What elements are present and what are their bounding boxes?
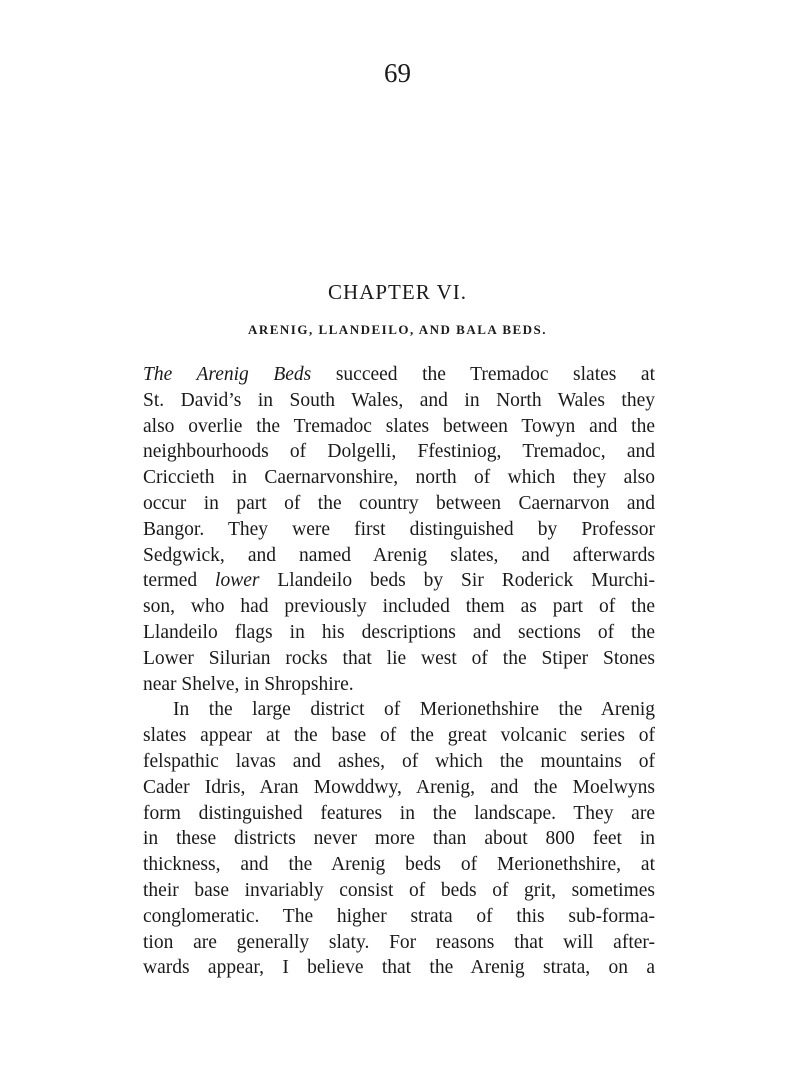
text-run: succeed the Tremadoc slates at [311,364,655,385]
text-line: St. David’s in South Wales, and in North Wales they [143,389,655,411]
text-line: neighbourhoods of Dolgelli, Ffestiniog, Tremadoc, and [143,441,655,463]
text-line: wards appear, I believe that the Arenig strata, on a [143,957,655,979]
text-line: conglomeratic. The higher strata of this sub-forma- [143,905,655,927]
page-number: 69 [384,58,411,88]
text-line: tion are generally slaty. For reasons that will after- [143,931,655,953]
chapter-title: CHAPTER VI. [328,280,467,304]
text-line: Cader Idris, Aran Mowddwy, Arenig, and the Moelwyns [143,776,655,798]
body-text [143,362,655,981]
text-line: slates appear at the base of the great volcanic series of [143,725,655,747]
text-line: in these districts never more than about 800 feet in [143,828,655,850]
text-line: In the large district of Merionethshire the Arenig [173,699,655,721]
text-line: felspathic lavas and ashes, of which the mountains of [143,750,655,772]
text-line: Lower Silurian rocks that lie west of the Stiper Stones [143,647,655,669]
text-run: termed [143,570,216,592]
italic-word: lower [215,570,260,592]
text-line: Criccieth in Caernarvonshire, north of which they also [143,467,655,489]
text-line [143,362,655,388]
italic-phrase: The Arenig Beds [143,364,312,385]
text-line: near Shelve, in Shropshire. [143,673,354,695]
text-line [143,568,655,594]
text-line: Bangor. They were first distinguished by Professor [143,518,655,540]
text-line: thickness, and the Arenig beds of Merionethshire, at [143,854,655,876]
text-line: son, who had previously included them as part of the [143,596,655,618]
text-line: also overlie the Tremadoc slates between Towyn and the [143,415,655,437]
text-line: Llandeilo flags in his descriptions and sections of the [143,621,655,643]
text-line: their base invariably consist of beds of grit, sometimes [143,879,655,901]
chapter-subtitle: ARENIG, LLANDEILO, AND BALA BEDS. [247,322,548,337]
text-line: Sedgwick, and named Arenig slates, and afterwards [143,544,655,566]
text-line: form distinguished features in the landscape. They are [143,802,655,824]
text-line: occur in part of the country between Caernarvon and [143,492,655,514]
text-run: Llandeilo beds by Sir Roderick Murchi- [259,570,655,592]
